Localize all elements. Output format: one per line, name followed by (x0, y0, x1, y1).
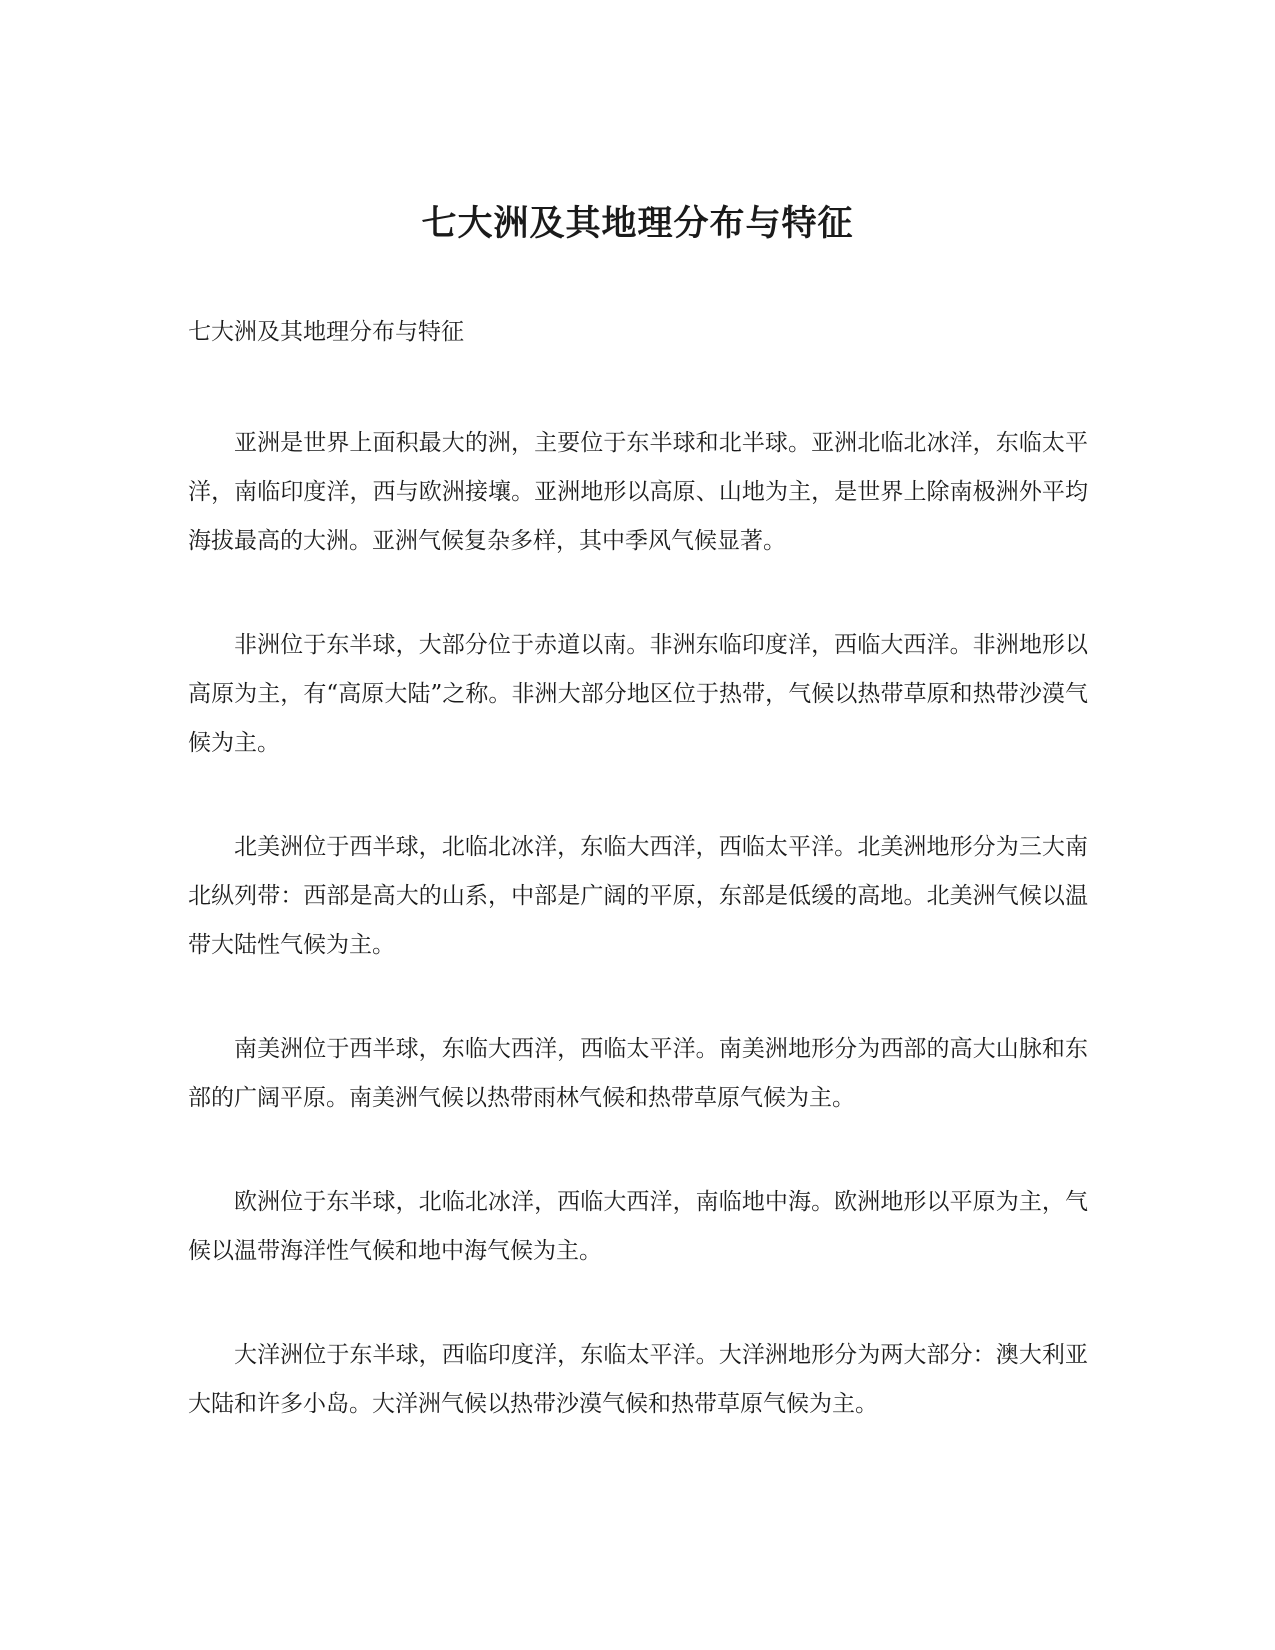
paragraph-oceania: 大洋洲位于东半球，西临印度洋，东临太平洋。大洋洲地形分为两大部分：澳大利亚大陆和许多小岛。大洋洲气候以热带沙漠气候和热带草原气候为主。 (188, 1342, 1088, 1417)
paragraph-europe: 欧洲位于东半球，北临北冰洋，西临大西洋，南临地中海。欧洲地形以平原为主，气候以温带海洋性气候和地中海气候为主。 (188, 1189, 1088, 1264)
paragraph-africa: 非洲位于东半球，大部分位于赤道以南。非洲东临印度洋，西临大西洋。非洲地形以高原为主，有“高原大陆”之称。非洲大部分地区位于热带，气候以热带草原和热带沙漠气候为主。 (188, 632, 1088, 756)
document-subtitle: 七大洲及其地理分布与特征 (188, 319, 464, 345)
paragraph-north-america: 北美洲位于西半球，北临北冰洋，东临大西洋，西临太平洋。北美洲地形分为三大南北纵列带：西部是高大的山系，中部是广阔的平原，东部是低缓的高地。北美洲气候以温带大陆性气候为主。 (188, 834, 1088, 958)
paragraph-south-america: 南美洲位于西半球，东临大西洋，西临太平洋。南美洲地形分为西部的高大山脉和东部的广阔平原。南美洲气候以热带雨林气候和热带草原气候为主。 (188, 1036, 1088, 1111)
document-title: 七大洲及其地理分布与特征 (421, 203, 854, 244)
paragraph-asia: 亚洲是世界上面积最大的洲，主要位于东半球和北半球。亚洲北临北冰洋，东临太平洋，南临印度洋，西与欧洲接壤。亚洲地形以高原、山地为主，是世界上除南极洲外平均海拔最高的大洲。亚洲气候复杂多样，其中季风气候显著。 (188, 430, 1088, 554)
